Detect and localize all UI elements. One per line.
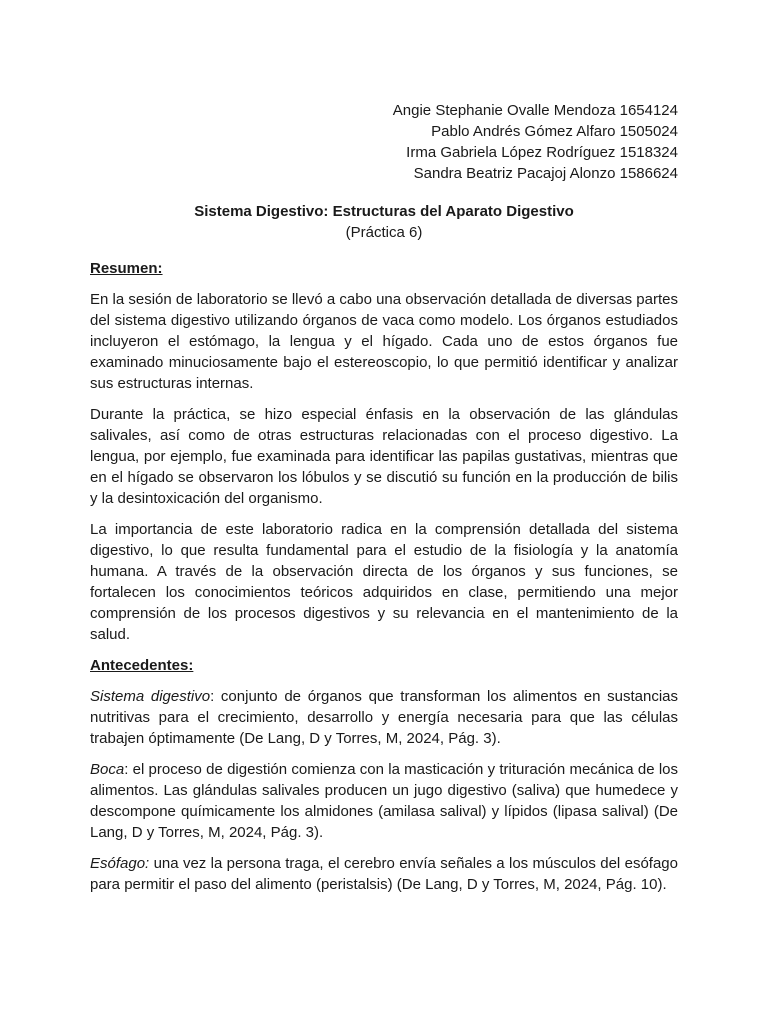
author-line: Pablo Andrés Gómez Alfaro 1505024	[431, 123, 678, 140]
resumen-paragraph: La importancia de este laboratorio radica en la comprensión detallada del sistema digestivo, lo que resulta fundamental para el estudio de la fisiología y la anatomía humana. A través de la observación directa de los órganos y sus funciones, se fortalecen los conocimientos teóricos adquiridos en clase, permitiendo una mejor comprensión de los procesos digestivos y su relevancia en el mantenimiento de la salud.	[90, 521, 678, 643]
antecedente-entry	[90, 759, 678, 843]
antecedente-entry	[90, 686, 678, 749]
author-line: Sandra Beatriz Pacajoj Alonzo 1586624	[413, 165, 678, 182]
antecedente-term: Esófago:	[90, 855, 150, 872]
document-page	[90, 100, 678, 905]
resumen-paragraph: Durante la práctica, se hizo especial énfasis en la observación de las glándulas salivales, así como de otras estructuras relacionadas con el proceso digestivo. La lengua, por ejemplo, fue examinada para identificar las papilas gustativas, mientras que en el hígado se observaron los lóbulos y se discutió su función en la producción de bilis y la desintoxicación del organismo.	[90, 406, 678, 507]
title-block	[90, 201, 678, 243]
antecedente-text: : conjunto de órganos que transforman los alimentos en sustancias nutritivas para el crecimiento, desarrollo y energía necesaria para que las células trabajen óptimamente (De Lang, D y Torres, M, 2024, Pág. 3).	[90, 688, 678, 747]
resumen-heading: Resumen:	[90, 260, 163, 277]
author-line: Angie Stephanie Ovalle Mendoza 1654124	[392, 102, 678, 119]
document-subtitle: (Práctica 6)	[345, 224, 423, 241]
antecedente-entry	[90, 853, 678, 895]
document-title: Sistema Digestivo: Estructuras del Aparato Digestivo	[194, 203, 574, 220]
antecedentes-heading: Antecedentes:	[90, 657, 194, 674]
antecedente-text: : el proceso de digestión comienza con la masticación y trituración mecánica de los alimentos. Las glándulas salivales producen un jugo digestivo (saliva) que humedece y descompone químicamente los almidones (amilasa salival) y lípidos (lipasa salival) (De Lang, D y Torres, M, 2024, Pág. 3).	[90, 761, 678, 841]
author-line: Irma Gabriela López Rodríguez 1518324	[406, 144, 678, 161]
antecedente-term: Boca	[90, 761, 125, 778]
antecedente-term: Sistema digestivo	[90, 688, 211, 705]
resumen-paragraph: En la sesión de laboratorio se llevó a cabo una observación detallada de diversas partes del sistema digestivo utilizando órganos de vaca como modelo. Los órganos estudiados incluyeron el estómago, la lengua y el hígado. Cada uno de estos órganos fue examinado minuciosamente bajo el estereoscopio, lo que permitió identificar y analizar sus estructuras internas.	[90, 291, 678, 392]
antecedente-text: una vez la persona traga, el cerebro envía señales a los músculos del esófago para permitir el paso del alimento (peristalsis) (De Lang, D y Torres, M, 2024, Pág. 10).	[90, 855, 678, 893]
author-list	[90, 100, 678, 184]
